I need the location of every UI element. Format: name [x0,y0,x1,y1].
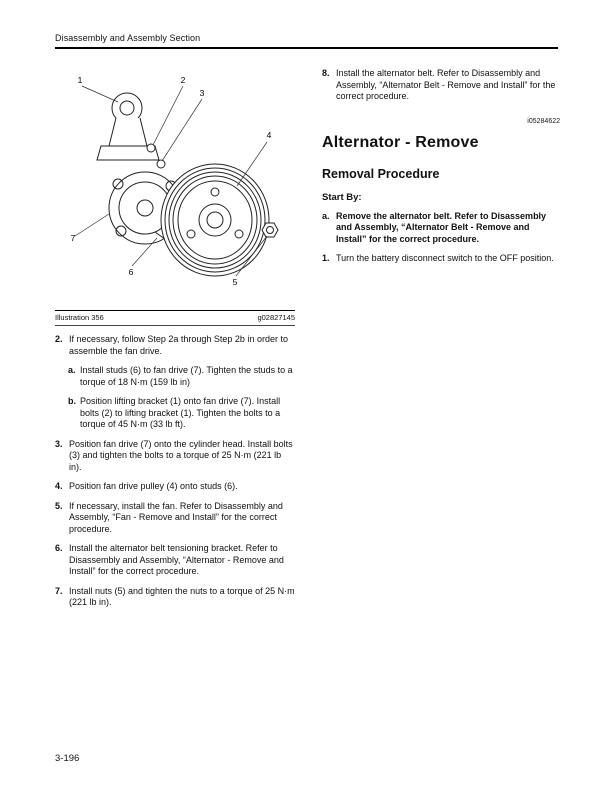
step-number: 8. [322,68,330,78]
step-number: 1. [322,253,330,263]
start-by-label: Start By: [322,191,362,203]
step-number: 4. [55,481,63,491]
procedure-subtitle: Removal Procedure [322,166,440,181]
callout-7: 7 [70,233,76,243]
technical-illustration [55,68,293,308]
step-5 [55,501,295,536]
right-column [322,68,560,265]
substep-text: Install studs (6) to fan drive (7). Tighten the studs to a torque of 18 N·m (159 lb in) [80,365,293,387]
step-number: 2. [55,334,63,344]
illustration-caption [55,310,295,326]
step-text: If necessary, install the fan. Refer to Disassembly and Assembly, “Fan - Remove and Install” for the correct procedure. [69,500,283,534]
lifting-bracket [97,93,165,168]
step-6 [55,543,295,578]
illustration-code: g02827145 [257,313,295,322]
procedure-steps-left [55,334,295,609]
step-number: 7. [55,585,63,596]
step-4 [55,481,295,493]
callout-6: 6 [128,267,134,277]
page-title: Alternator - Remove [322,133,479,151]
step-2a [68,365,295,388]
substep-text: Remove the alternator belt. Refer to Disassembly and Assembly, “Alternator Belt - Remove and Install” for the correct procedure. [336,210,547,244]
step-8 [322,68,560,103]
step-2 [55,334,295,357]
substep-text: Position lifting bracket (1) onto fan drive (7). Install bolts (2) to lifting bracket (1). Tighten the bolts to a torque of 45 N·m (33 lb ft). [80,396,281,429]
step-text: Position fan drive (7) onto the cylinder head. Install bolts (3) and tighten the bolts to a torque of 25 N·m (221 lb in). [69,438,293,472]
start-by-step-a [322,211,560,246]
step-text: Position fan drive pulley (4) onto studs (6). [69,481,238,491]
step-2b [68,396,295,431]
step-text: Install nuts (5) and tighten the nuts to a torque of 25 N·m (221 lb in). [69,585,295,607]
document-code: i05284622 [527,117,560,125]
step-number: 6. [55,543,63,553]
step-number: 3. [55,438,63,449]
callout-4: 4 [266,130,272,140]
callout-3: 3 [199,88,205,98]
step-text: Install the alternator belt tensioning bracket. Refer to Disassembly and Assembly, “Alternator - Remove and Install” for the correct procedure. [69,543,284,576]
header-rule [55,47,558,49]
callout-1: 1 [77,75,83,85]
section-header: Disassembly and Assembly Section [55,33,201,43]
page-number: 3-196 [55,753,80,764]
step-7 [55,586,295,609]
left-column [55,68,295,609]
step-text: Install the alternator belt. Refer to Disassembly and Assembly, “Alternator Belt - Remove and Install” for the correct procedure. [336,68,556,101]
illustration-label: Illustration 356 [55,313,104,322]
callout-5: 5 [232,277,238,287]
substep-letter: a. [322,210,330,221]
step-text: If necessary, follow Step 2a through Step 2b in order to assemble the fan drive. [69,334,288,356]
callout-2: 2 [180,75,186,85]
substep-letter: b. [68,396,76,406]
nut [262,223,278,237]
substep-letter: a. [68,365,76,375]
fan-drive-diagram [55,68,293,306]
fan-pulley [161,164,269,276]
step-3 [55,439,295,474]
step-number: 5. [55,500,63,511]
step-text: Turn the battery disconnect switch to the OFF position. [336,253,554,263]
step-1 [322,253,560,265]
